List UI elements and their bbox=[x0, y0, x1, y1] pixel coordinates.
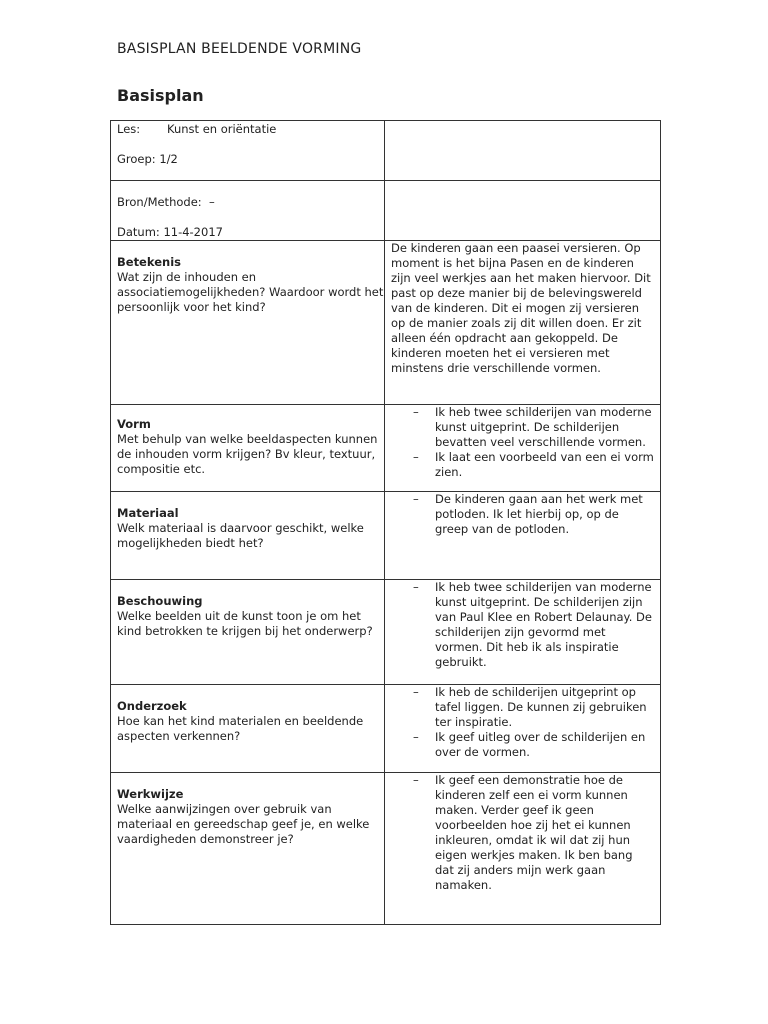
list-item: – Ik heb twee schilderijen van moderne kunst uitgeprint. De schilderijen bevatten veel verschillende vormen. bbox=[413, 405, 652, 449]
list-item: – Ik heb de schilderijen uitgeprint op tafel liggen. De kunnen zij gebruiken ter inspiratie. bbox=[413, 685, 647, 729]
bullet-dash: – bbox=[413, 450, 419, 464]
table-row-les bbox=[111, 121, 661, 181]
question-cell bbox=[111, 241, 385, 405]
list-item: – Ik geef een demonstratie hoe de kinderen zelf een ei vorm kunnen maken. Verder geef ik geen voorbeelden hoe zij het ei kunnen inkleuren, omdat ik wil dat zij hun eigen werkjes maken. Ik ben bang dat zij anders mijn werk gaan namaken. bbox=[413, 773, 633, 892]
table-row-beschouwing bbox=[111, 580, 661, 685]
les-value: Kunst en oriëntatie bbox=[167, 122, 277, 136]
datum-label: Datum: bbox=[117, 225, 160, 239]
answer-cell bbox=[385, 773, 661, 925]
document-header: BASISPLAN BEELDENDE VORMING bbox=[117, 41, 362, 57]
row-question: Welke beelden uit de kunst toon je om het kind betrokken te krijgen bij het onderwerp? bbox=[117, 609, 373, 638]
row-question: Welk materiaal is daarvoor geschikt, welke mogelijkheden biedt het? bbox=[117, 521, 364, 550]
bullet-dash: – bbox=[413, 580, 419, 594]
page-title: Basisplan bbox=[117, 86, 204, 105]
table-row-betekenis bbox=[111, 241, 661, 405]
question-cell bbox=[111, 492, 385, 580]
answer-cell bbox=[385, 580, 661, 685]
row-question: Welke aanwijzingen over gebruik van materiaal en gereedschap geef je, en welke vaardigheden demonstreer je? bbox=[117, 802, 370, 846]
question-cell bbox=[111, 685, 385, 773]
question-cell bbox=[111, 773, 385, 925]
row-question: Met behulp van welke beeldaspecten kunnen de inhouden vorm krijgen? Bv kleur, textuur, compositie etc. bbox=[117, 432, 378, 476]
table-row-onderzoek bbox=[111, 685, 661, 773]
groep-label: Groep: bbox=[117, 152, 156, 166]
row-heading: Onderzoek bbox=[117, 699, 187, 713]
empty-cell bbox=[385, 121, 661, 181]
empty-cell bbox=[385, 181, 661, 241]
bron-value: – bbox=[208, 195, 215, 209]
row-heading: Materiaal bbox=[117, 506, 179, 520]
table-row-vorm bbox=[111, 405, 661, 492]
list-item: – Ik heb twee schilderijen van moderne kunst uitgeprint. De schilderijen zijn van Paul Klee en Robert Delaunay. De schilderijen zijn gevormd met vormen. Dit heb ik als inspiratie gebruikt. bbox=[413, 580, 652, 669]
row-heading: Betekenis bbox=[117, 255, 181, 269]
les-groep-cell bbox=[111, 121, 385, 181]
bullet-dash: – bbox=[413, 405, 419, 419]
row-heading: Vorm bbox=[117, 417, 151, 431]
question-cell bbox=[111, 580, 385, 685]
table-row-werkwijze bbox=[111, 773, 661, 925]
les-label: Les: bbox=[117, 122, 141, 136]
answer-cell bbox=[385, 492, 661, 580]
list-item: – De kinderen gaan aan het werk met potloden. Ik let hierbij op, op de greep van de potloden. bbox=[413, 492, 643, 536]
list-item: – Ik laat een voorbeeld van een ei vorm zien. bbox=[413, 450, 654, 479]
bron-label: Bron/Methode: bbox=[117, 195, 202, 209]
answer-cell bbox=[385, 405, 661, 492]
bullet-dash: – bbox=[413, 773, 419, 787]
answer-text: De kinderen gaan een paasei versieren. Op moment is het bijna Pasen en de kinderen zijn veel werkjes aan het maken hiervoor. Dit past op deze manier bij de belevingswereld van de kinderen. Dit ei mogen zij versieren op de manier zoals zij dit willen doen. Er zit alleen één opdracht aan gekoppeld. De kinderen moeten het ei versieren met minstens drie verschillende vormen. bbox=[391, 241, 651, 375]
row-heading: Beschouwing bbox=[117, 594, 203, 608]
bullet-dash: – bbox=[413, 492, 419, 506]
row-question: Hoe kan het kind materialen en beeldende aspecten verkennen? bbox=[117, 714, 364, 743]
row-question: Wat zijn de inhouden en associatiemogelijkheden? Waardoor wordt het persoonlijk voor het kind? bbox=[117, 270, 384, 314]
answer-cell bbox=[385, 241, 661, 405]
bron-datum-cell bbox=[111, 181, 385, 241]
list-item: – Ik geef uitleg over de schilderijen en over de vormen. bbox=[413, 730, 646, 759]
datum-value: 11-4-2017 bbox=[163, 225, 223, 239]
table-row-materiaal bbox=[111, 492, 661, 580]
bullet-dash: – bbox=[413, 730, 419, 744]
groep-value: 1/2 bbox=[159, 152, 178, 166]
row-heading: Werkwijze bbox=[117, 787, 184, 801]
answer-cell bbox=[385, 685, 661, 773]
lesson-plan-table bbox=[110, 120, 661, 925]
bullet-dash: – bbox=[413, 685, 419, 699]
table-row-bron bbox=[111, 181, 661, 241]
question-cell bbox=[111, 405, 385, 492]
